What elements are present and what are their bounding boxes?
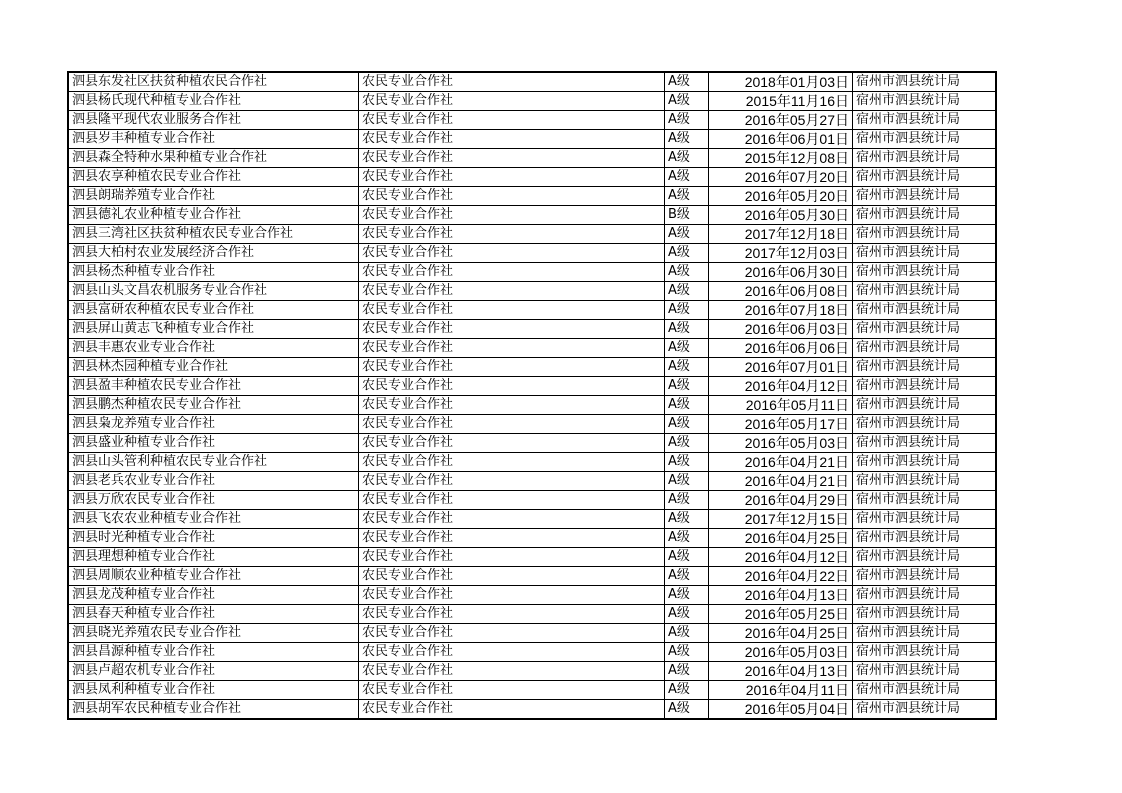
grade-cell: A级 — [665, 377, 709, 396]
grade-cell: A级 — [665, 662, 709, 681]
grade-cell: A级 — [665, 187, 709, 206]
issuing-unit-cell: 宿州市泗县统计局 — [853, 396, 997, 415]
date-cell: 2017年12月15日 — [709, 510, 853, 529]
cooperative-type-cell: 农民专业合作社 — [359, 320, 665, 339]
date-cell: 2017年12月18日 — [709, 225, 853, 244]
cooperative-name-cell: 泗县森全特种水果种植专业合作社 — [68, 149, 359, 168]
date-cell: 2016年06月06日 — [709, 339, 853, 358]
issuing-unit-cell: 宿州市泗县统计局 — [853, 301, 997, 320]
cooperative-type-cell: 农民专业合作社 — [359, 491, 665, 510]
cooperative-type-cell: 农民专业合作社 — [359, 282, 665, 301]
issuing-unit-cell: 宿州市泗县统计局 — [853, 72, 997, 92]
table-row — [68, 111, 996, 130]
issuing-unit-cell: 宿州市泗县统计局 — [853, 244, 997, 263]
date-cell: 2016年06月30日 — [709, 263, 853, 282]
cooperative-name-cell: 泗县山头文昌农机服务专业合作社 — [68, 282, 359, 301]
table-row — [68, 282, 996, 301]
cooperative-type-cell: 农民专业合作社 — [359, 339, 665, 358]
date-cell: 2016年05月25日 — [709, 605, 853, 624]
cooperative-name-cell: 泗县杨杰种植专业合作社 — [68, 263, 359, 282]
date-cell: 2016年04月12日 — [709, 377, 853, 396]
cooperative-name-cell: 泗县丰惠农业专业合作社 — [68, 339, 359, 358]
table-row — [68, 453, 996, 472]
table-row — [68, 301, 996, 320]
issuing-unit-cell: 宿州市泗县统计局 — [853, 149, 997, 168]
table-row — [68, 643, 996, 662]
date-cell: 2016年05月03日 — [709, 434, 853, 453]
issuing-unit-cell: 宿州市泗县统计局 — [853, 263, 997, 282]
issuing-unit-cell: 宿州市泗县统计局 — [853, 168, 997, 187]
grade-cell: A级 — [665, 510, 709, 529]
table-row — [68, 586, 996, 605]
table-row — [68, 415, 996, 434]
cooperative-name-cell: 泗县朗瑞养殖专业合作社 — [68, 187, 359, 206]
cooperative-type-cell: 农民专业合作社 — [359, 358, 665, 377]
date-cell: 2016年05月17日 — [709, 415, 853, 434]
cooperative-type-cell: 农民专业合作社 — [359, 529, 665, 548]
cooperative-name-cell: 泗县枭龙养殖专业合作社 — [68, 415, 359, 434]
date-cell: 2016年04月21日 — [709, 472, 853, 491]
issuing-unit-cell: 宿州市泗县统计局 — [853, 111, 997, 130]
table-row — [68, 320, 996, 339]
cooperative-type-cell: 农民专业合作社 — [359, 453, 665, 472]
cooperative-name-cell: 泗县东发社区扶贫种植农民合作社 — [68, 72, 359, 92]
cooperative-name-cell: 泗县老兵农业专业合作社 — [68, 472, 359, 491]
issuing-unit-cell: 宿州市泗县统计局 — [853, 130, 997, 149]
cooperative-name-cell: 泗县山头管利种植农民专业合作社 — [68, 453, 359, 472]
issuing-unit-cell: 宿州市泗县统计局 — [853, 472, 997, 491]
table-body — [68, 72, 996, 719]
grade-cell: A级 — [665, 491, 709, 510]
table-row — [68, 396, 996, 415]
table-row — [68, 377, 996, 396]
cooperative-name-cell: 泗县鹏杰种植农民专业合作社 — [68, 396, 359, 415]
table-row — [68, 339, 996, 358]
cooperative-name-cell: 泗县昌源种植专业合作社 — [68, 643, 359, 662]
date-cell: 2016年05月03日 — [709, 643, 853, 662]
cooperative-type-cell: 农民专业合作社 — [359, 168, 665, 187]
cooperative-name-cell: 泗县盛业种植专业合作社 — [68, 434, 359, 453]
cooperative-name-cell: 泗县飞农农业种植专业合作社 — [68, 510, 359, 529]
table-row — [68, 605, 996, 624]
grade-cell: A级 — [665, 130, 709, 149]
date-cell: 2016年04月29日 — [709, 491, 853, 510]
cooperative-name-cell: 泗县时光种植专业合作社 — [68, 529, 359, 548]
issuing-unit-cell: 宿州市泗县统计局 — [853, 434, 997, 453]
issuing-unit-cell: 宿州市泗县统计局 — [853, 320, 997, 339]
date-cell: 2016年04月13日 — [709, 662, 853, 681]
table-row — [68, 263, 996, 282]
cooperative-type-cell: 农民专业合作社 — [359, 434, 665, 453]
grade-cell: A级 — [665, 282, 709, 301]
cooperative-type-cell: 农民专业合作社 — [359, 396, 665, 415]
date-cell: 2016年04月22日 — [709, 567, 853, 586]
grade-cell: A级 — [665, 92, 709, 111]
date-cell: 2016年04月12日 — [709, 548, 853, 567]
cooperative-type-cell: 农民专业合作社 — [359, 187, 665, 206]
grade-cell: A级 — [665, 453, 709, 472]
date-cell: 2016年07月20日 — [709, 168, 853, 187]
date-cell: 2016年05月30日 — [709, 206, 853, 225]
grade-cell: A级 — [665, 72, 709, 92]
cooperative-table — [67, 71, 997, 720]
cooperative-name-cell: 泗县万欣农民专业合作社 — [68, 491, 359, 510]
cooperative-name-cell: 泗县富研农种植农民专业合作社 — [68, 301, 359, 320]
grade-cell: A级 — [665, 244, 709, 263]
table-row — [68, 624, 996, 643]
grade-cell: A级 — [665, 301, 709, 320]
cooperative-name-cell: 泗县大柏村农业发展经济合作社 — [68, 244, 359, 263]
cooperative-type-cell: 农民专业合作社 — [359, 377, 665, 396]
grade-cell: A级 — [665, 168, 709, 187]
grade-cell: A级 — [665, 358, 709, 377]
cooperative-type-cell: 农民专业合作社 — [359, 510, 665, 529]
date-cell: 2016年06月03日 — [709, 320, 853, 339]
cooperative-name-cell: 泗县岁丰种植专业合作社 — [68, 130, 359, 149]
cooperative-type-cell: 农民专业合作社 — [359, 130, 665, 149]
table-row — [68, 130, 996, 149]
table-row — [68, 92, 996, 111]
cooperative-type-cell: 农民专业合作社 — [359, 548, 665, 567]
grade-cell: A级 — [665, 624, 709, 643]
cooperative-type-cell: 农民专业合作社 — [359, 72, 665, 92]
issuing-unit-cell: 宿州市泗县统计局 — [853, 605, 997, 624]
cooperative-name-cell: 泗县周顺农业种植专业合作社 — [68, 567, 359, 586]
issuing-unit-cell: 宿州市泗县统计局 — [853, 510, 997, 529]
table-row — [68, 244, 996, 263]
cooperative-name-cell: 泗县隆平现代农业服务合作社 — [68, 111, 359, 130]
issuing-unit-cell: 宿州市泗县统计局 — [853, 662, 997, 681]
table-row — [68, 491, 996, 510]
cooperative-name-cell: 泗县林杰园种植专业合作社 — [68, 358, 359, 377]
table-row — [68, 206, 996, 225]
date-cell: 2017年12月03日 — [709, 244, 853, 263]
issuing-unit-cell: 宿州市泗县统计局 — [853, 282, 997, 301]
cooperative-type-cell: 农民专业合作社 — [359, 92, 665, 111]
date-cell: 2016年04月25日 — [709, 529, 853, 548]
issuing-unit-cell: 宿州市泗县统计局 — [853, 491, 997, 510]
cooperative-type-cell: 农民专业合作社 — [359, 149, 665, 168]
date-cell: 2016年06月01日 — [709, 130, 853, 149]
issuing-unit-cell: 宿州市泗县统计局 — [853, 339, 997, 358]
grade-cell: A级 — [665, 605, 709, 624]
cooperative-type-cell: 农民专业合作社 — [359, 662, 665, 681]
table-row — [68, 472, 996, 491]
grade-cell: A级 — [665, 472, 709, 491]
issuing-unit-cell: 宿州市泗县统计局 — [853, 187, 997, 206]
issuing-unit-cell: 宿州市泗县统计局 — [853, 453, 997, 472]
cooperative-name-cell: 泗县凤利种植专业合作社 — [68, 681, 359, 700]
issuing-unit-cell: 宿州市泗县统计局 — [853, 700, 997, 720]
grade-cell: A级 — [665, 643, 709, 662]
cooperative-name-cell: 泗县德礼农业种植专业合作社 — [68, 206, 359, 225]
grade-cell: A级 — [665, 586, 709, 605]
cooperative-name-cell: 泗县晓光养殖农民专业合作社 — [68, 624, 359, 643]
date-cell: 2016年07月18日 — [709, 301, 853, 320]
issuing-unit-cell: 宿州市泗县统计局 — [853, 567, 997, 586]
grade-cell: A级 — [665, 225, 709, 244]
date-cell: 2016年05月20日 — [709, 187, 853, 206]
table-row — [68, 187, 996, 206]
grade-cell: A级 — [665, 263, 709, 282]
grade-cell: A级 — [665, 320, 709, 339]
grade-cell: A级 — [665, 149, 709, 168]
cooperative-type-cell: 农民专业合作社 — [359, 263, 665, 282]
issuing-unit-cell: 宿州市泗县统计局 — [853, 586, 997, 605]
issuing-unit-cell: 宿州市泗县统计局 — [853, 377, 997, 396]
table-row — [68, 434, 996, 453]
cooperative-name-cell: 泗县胡军农民种植专业合作社 — [68, 700, 359, 720]
date-cell: 2016年05月11日 — [709, 396, 853, 415]
issuing-unit-cell: 宿州市泗县统计局 — [853, 681, 997, 700]
cooperative-name-cell: 泗县卢超农机专业合作社 — [68, 662, 359, 681]
table-row — [68, 567, 996, 586]
cooperative-name-cell: 泗县三湾社区扶贫种植农民专业合作社 — [68, 225, 359, 244]
issuing-unit-cell: 宿州市泗县统计局 — [853, 643, 997, 662]
cooperative-type-cell: 农民专业合作社 — [359, 681, 665, 700]
cooperative-type-cell: 农民专业合作社 — [359, 472, 665, 491]
cooperative-name-cell: 泗县春天种植专业合作社 — [68, 605, 359, 624]
date-cell: 2016年04月11日 — [709, 681, 853, 700]
cooperative-name-cell: 泗县龙茂种植专业合作社 — [68, 586, 359, 605]
date-cell: 2016年05月27日 — [709, 111, 853, 130]
grade-cell: A级 — [665, 700, 709, 720]
cooperative-type-cell: 农民专业合作社 — [359, 624, 665, 643]
table-row — [68, 662, 996, 681]
cooperative-name-cell: 泗县杨氏现代种植专业合作社 — [68, 92, 359, 111]
table-row — [68, 681, 996, 700]
cooperative-name-cell: 泗县理想种植专业合作社 — [68, 548, 359, 567]
table-row — [68, 358, 996, 377]
cooperative-type-cell: 农民专业合作社 — [359, 301, 665, 320]
table-row — [68, 225, 996, 244]
grade-cell: A级 — [665, 396, 709, 415]
grade-cell: A级 — [665, 529, 709, 548]
cooperative-name-cell: 泗县农享种植农民专业合作社 — [68, 168, 359, 187]
grade-cell: B级 — [665, 206, 709, 225]
table-row — [68, 700, 996, 720]
cooperative-type-cell: 农民专业合作社 — [359, 643, 665, 662]
cooperative-type-cell: 农民专业合作社 — [359, 415, 665, 434]
issuing-unit-cell: 宿州市泗县统计局 — [853, 415, 997, 434]
grade-cell: A级 — [665, 548, 709, 567]
cooperative-type-cell: 农民专业合作社 — [359, 206, 665, 225]
grade-cell: A级 — [665, 434, 709, 453]
grade-cell: A级 — [665, 681, 709, 700]
date-cell: 2016年04月21日 — [709, 453, 853, 472]
date-cell: 2015年12月08日 — [709, 149, 853, 168]
cooperative-type-cell: 农民专业合作社 — [359, 244, 665, 263]
table-row — [68, 529, 996, 548]
date-cell: 2016年06月08日 — [709, 282, 853, 301]
grade-cell: A级 — [665, 567, 709, 586]
table-row — [68, 548, 996, 567]
date-cell: 2016年04月13日 — [709, 586, 853, 605]
date-cell: 2016年04月25日 — [709, 624, 853, 643]
cooperative-name-cell: 泗县盈丰种植农民专业合作社 — [68, 377, 359, 396]
cooperative-type-cell: 农民专业合作社 — [359, 567, 665, 586]
table-row — [68, 168, 996, 187]
cooperative-type-cell: 农民专业合作社 — [359, 700, 665, 720]
issuing-unit-cell: 宿州市泗县统计局 — [853, 529, 997, 548]
issuing-unit-cell: 宿州市泗县统计局 — [853, 548, 997, 567]
date-cell: 2015年11月16日 — [709, 92, 853, 111]
table-row — [68, 510, 996, 529]
date-cell: 2016年05月04日 — [709, 700, 853, 720]
table-row — [68, 149, 996, 168]
grade-cell: A级 — [665, 111, 709, 130]
table-row — [68, 72, 996, 92]
issuing-unit-cell: 宿州市泗县统计局 — [853, 624, 997, 643]
cooperative-type-cell: 农民专业合作社 — [359, 605, 665, 624]
date-cell: 2018年01月03日 — [709, 72, 853, 92]
cooperative-type-cell: 农民专业合作社 — [359, 586, 665, 605]
issuing-unit-cell: 宿州市泗县统计局 — [853, 206, 997, 225]
grade-cell: A级 — [665, 339, 709, 358]
issuing-unit-cell: 宿州市泗县统计局 — [853, 92, 997, 111]
cooperative-type-cell: 农民专业合作社 — [359, 111, 665, 130]
issuing-unit-cell: 宿州市泗县统计局 — [853, 358, 997, 377]
issuing-unit-cell: 宿州市泗县统计局 — [853, 225, 997, 244]
grade-cell: A级 — [665, 415, 709, 434]
date-cell: 2016年07月01日 — [709, 358, 853, 377]
cooperative-type-cell: 农民专业合作社 — [359, 225, 665, 244]
cooperative-name-cell: 泗县屏山黄志飞种植专业合作社 — [68, 320, 359, 339]
